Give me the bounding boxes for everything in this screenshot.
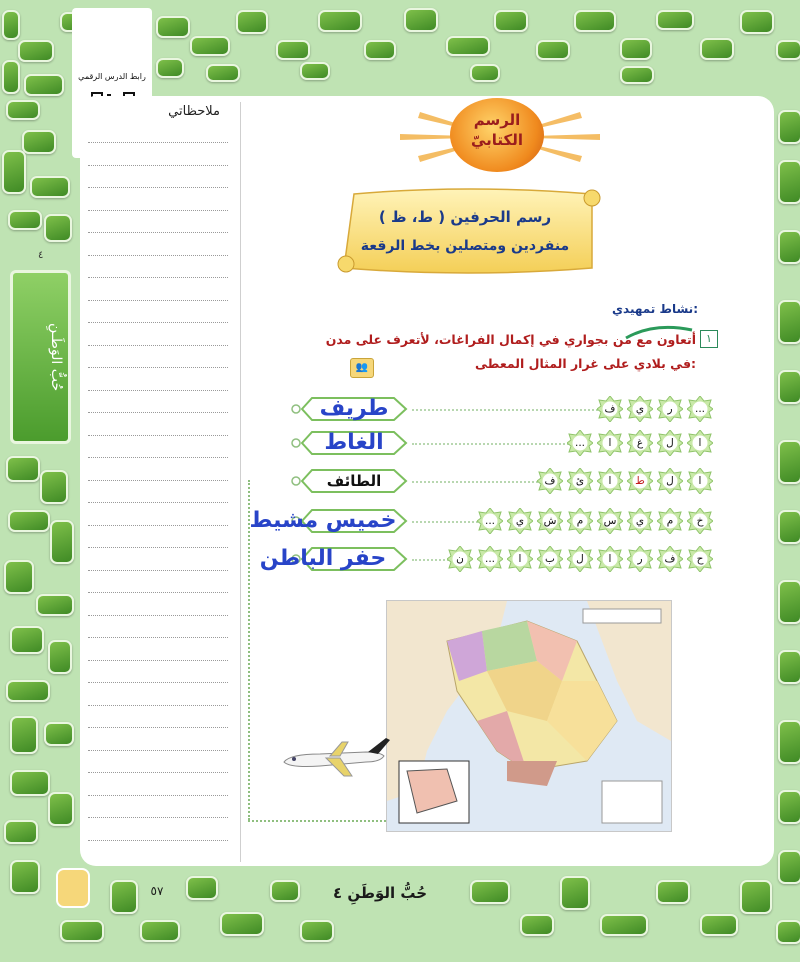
saudi-map-image (386, 600, 672, 832)
letter-tile (687, 430, 713, 456)
letter-tile (627, 396, 653, 422)
decorative-pill (470, 64, 500, 82)
letter-tile-text: م (666, 515, 674, 527)
decorative-pill (276, 40, 310, 60)
letter-tile-text: ا (608, 437, 612, 449)
letter-tile-text: ف (544, 475, 556, 487)
note-line (88, 345, 228, 346)
decorative-pill (300, 920, 334, 942)
letter-tile-text: ل (576, 553, 584, 565)
letter-tile (627, 430, 653, 456)
note-line (88, 502, 228, 503)
pair-work-icon: 👥 (350, 358, 374, 378)
letter-tile (507, 546, 533, 572)
letter-tile (447, 546, 473, 572)
letter-tile (597, 396, 623, 422)
letter-tile-text: ... (694, 403, 705, 415)
unit-number: ٤ (38, 250, 44, 261)
letter-tile-text: ا (698, 475, 702, 487)
letter-tile-text: ي (635, 403, 645, 415)
decorative-pill (778, 790, 800, 824)
decorative-pill (778, 650, 800, 684)
decorative-pill (40, 470, 68, 504)
dotted-leader (412, 481, 542, 483)
letter-tile-text: ي (635, 515, 645, 527)
decorative-pill (156, 58, 184, 78)
decorative-pill (48, 640, 72, 674)
note-line (88, 660, 228, 661)
note-line (88, 435, 228, 436)
letter-tile-text: ل (666, 475, 674, 487)
letter-tile-text: ف (604, 403, 616, 415)
decorative-pill (48, 792, 74, 826)
decorative-pill (778, 370, 800, 404)
decorative-pill (2, 150, 26, 194)
note-line (88, 817, 228, 818)
letter-tile (597, 430, 623, 456)
decorative-pill (778, 300, 800, 344)
answer-word[interactable]: خميس مشيط (249, 508, 397, 533)
letter-tile-text: ش (543, 515, 557, 527)
decorative-pill (6, 100, 40, 120)
decorative-pill (2, 10, 20, 40)
letter-tile-text: س (603, 515, 617, 527)
letter-tile-text: ا (698, 437, 702, 449)
decorative-pill (778, 440, 800, 484)
airplane-icon (280, 736, 390, 780)
letter-tile-text: ... (574, 437, 585, 449)
decorative-pill (10, 716, 38, 754)
letter-tile (627, 546, 653, 572)
decorative-pill (10, 770, 50, 796)
badge-line-1: الرسم (473, 111, 521, 129)
decorative-pill (560, 876, 590, 910)
decorative-pill (22, 130, 56, 154)
decorative-pill (778, 110, 800, 144)
letter-tile-text: ب (545, 553, 555, 565)
note-line (88, 300, 228, 301)
letter-tile (537, 508, 563, 534)
decorative-pill (778, 720, 800, 764)
decorative-pill (536, 40, 570, 60)
decorative-pill (364, 40, 396, 60)
question-line-2: في بلادي على غرار المثال المعطى: (475, 356, 696, 371)
letter-tile (537, 546, 563, 572)
letter-tile (597, 508, 623, 534)
decorative-pill (740, 880, 772, 914)
note-line (88, 255, 228, 256)
dotted-leader (412, 559, 452, 561)
question-line-1: أتعاون مع من بجواري في إكمال الفراغات، لأتعرف على مدن (325, 332, 696, 347)
letter-tile (687, 396, 713, 422)
decorative-pill (220, 912, 264, 936)
decorative-pill (8, 510, 50, 532)
note-line (88, 615, 228, 616)
answer-word[interactable]: حفر الباطن (259, 546, 387, 571)
decorative-pill (24, 74, 64, 96)
notes-column (88, 104, 228, 844)
note-line (88, 840, 228, 841)
letter-tile (507, 508, 533, 534)
letter-tile-text: ا (608, 553, 612, 565)
decorative-pill (10, 860, 40, 894)
decorative-pill (190, 36, 230, 56)
letter-tile-text: ر (667, 403, 673, 415)
letter-tile (537, 468, 563, 494)
letter-tile-text: ... (484, 515, 495, 527)
letter-tile-text: خ (696, 515, 704, 527)
decorative-pill (140, 920, 180, 942)
note-line (88, 682, 228, 683)
badge-line-2: الكتابيّ (470, 131, 524, 149)
unit-side-tab (10, 270, 71, 444)
note-line (88, 390, 228, 391)
decorative-pill (574, 10, 616, 32)
decorative-pill (44, 214, 72, 242)
lesson-title: رسم الحرفين ( ط، ظ ) (378, 208, 552, 226)
decorative-pill (318, 10, 362, 32)
letter-tile-text: ن (456, 553, 464, 565)
note-line (88, 750, 228, 751)
note-line (88, 457, 228, 458)
decorative-pill (6, 456, 40, 482)
connector-line-h (248, 820, 398, 822)
letter-tile (567, 468, 593, 494)
decorative-pill (2, 60, 20, 94)
decorative-pill (236, 10, 268, 34)
letter-tile (657, 396, 683, 422)
decorative-pill (778, 230, 800, 264)
decorative-pill (620, 38, 652, 60)
decorative-pill (18, 40, 54, 62)
decorative-pill (778, 510, 800, 544)
dotted-leader (412, 521, 482, 523)
connector-line (248, 480, 250, 820)
letter-tile-text: غ (636, 437, 644, 449)
decorative-pill (778, 580, 800, 624)
letter-tile (567, 546, 593, 572)
decorative-pill (740, 10, 774, 34)
letter-tile (657, 430, 683, 456)
unit-name: حُبُّ الوَطَـنِ (48, 322, 64, 392)
corner-ornament (56, 868, 90, 908)
decorative-pill (700, 38, 734, 60)
letter-tile (657, 546, 683, 572)
unit-footer-title: حُبُّ الوَطَنِ ٤ (332, 884, 428, 902)
decorative-pill (778, 160, 800, 204)
letter-tile (657, 468, 683, 494)
note-line (88, 165, 228, 166)
answer-word[interactable]: الطائف (326, 472, 382, 490)
note-line (88, 367, 228, 368)
decorative-pill (656, 10, 694, 30)
decorative-pill (494, 10, 528, 32)
qr-label: رابط الدرس الرقمي (78, 72, 146, 81)
letter-tile-text: ر (637, 553, 643, 565)
note-line (88, 592, 228, 593)
decorative-pill (30, 176, 70, 198)
letter-tile-text: ط (635, 475, 645, 487)
letter-tile-text: ي (515, 515, 525, 527)
note-line (88, 705, 228, 706)
letter-tile-text: ف (664, 553, 676, 565)
decorative-pill (6, 680, 50, 702)
letter-tile (567, 430, 593, 456)
note-line (88, 480, 228, 481)
decorative-pill (700, 914, 738, 936)
letter-tile-text: ا (518, 553, 522, 565)
lesson-subtitle: منفردين ومتصلين بخط الرقعة (360, 238, 570, 254)
note-line (88, 232, 228, 233)
decorative-pill (270, 880, 300, 902)
decorative-pill (8, 210, 42, 230)
decorative-pill (446, 36, 490, 56)
letter-tile-text: ئ (575, 475, 585, 487)
note-line (88, 210, 228, 211)
letter-tile (657, 508, 683, 534)
letter-tile-text: ل (666, 437, 674, 449)
decorative-pill (60, 920, 104, 942)
note-line (88, 277, 228, 278)
letter-tile-text: ا (608, 475, 612, 487)
question-number: ١ (700, 330, 718, 348)
letter-tile (477, 546, 503, 572)
letter-tile (627, 468, 653, 494)
note-line (88, 412, 228, 413)
section-badge (450, 110, 544, 150)
decorative-pill (50, 520, 74, 564)
note-line (88, 142, 228, 143)
decorative-pill (300, 62, 330, 80)
intro-label: نشاط تمهيدي: (612, 302, 698, 316)
note-line (88, 525, 228, 526)
note-line (88, 187, 228, 188)
decorative-pill (4, 560, 34, 594)
decorative-pill (600, 914, 648, 936)
decorative-pill (186, 876, 218, 900)
decorative-pill (10, 626, 44, 654)
decorative-pill (36, 594, 74, 616)
decorative-pill (404, 8, 438, 32)
decorative-pill (776, 40, 800, 60)
letter-tile (687, 546, 713, 572)
answer-word[interactable]: طريف (319, 396, 389, 421)
decorative-pill (778, 850, 800, 884)
notes-title: ملاحظاتي (168, 104, 220, 119)
decorative-pill (156, 16, 190, 38)
decorative-pill (620, 66, 654, 84)
letter-tile (687, 468, 713, 494)
note-line (88, 637, 228, 638)
letter-tile-text: ... (484, 553, 495, 565)
letter-tile (687, 508, 713, 534)
decorative-pill (206, 64, 240, 82)
dotted-leader (412, 409, 602, 411)
letter-tile-text: ح (696, 553, 704, 565)
note-line (88, 772, 228, 773)
note-line (88, 570, 228, 571)
scroll-banner-icon (334, 184, 602, 278)
note-line (88, 547, 228, 548)
dotted-leader (412, 443, 572, 445)
note-line (88, 795, 228, 796)
letter-tile (627, 508, 653, 534)
decorative-pill (470, 880, 510, 904)
decorative-pill (776, 920, 800, 944)
page-number: ٥٧ (150, 884, 164, 898)
decorative-pill (656, 880, 690, 904)
letter-tile (567, 508, 593, 534)
letter-tile (597, 468, 623, 494)
answer-word[interactable]: الغاط (324, 430, 384, 455)
letter-tile (597, 546, 623, 572)
decorative-pill (110, 880, 138, 914)
decorative-pill (4, 820, 38, 844)
letter-tile (477, 508, 503, 534)
letter-tile-text: م (576, 515, 584, 527)
note-line (88, 727, 228, 728)
column-divider (240, 102, 241, 862)
note-line (88, 322, 228, 323)
decorative-pill (520, 914, 554, 936)
decorative-pill (44, 722, 74, 746)
